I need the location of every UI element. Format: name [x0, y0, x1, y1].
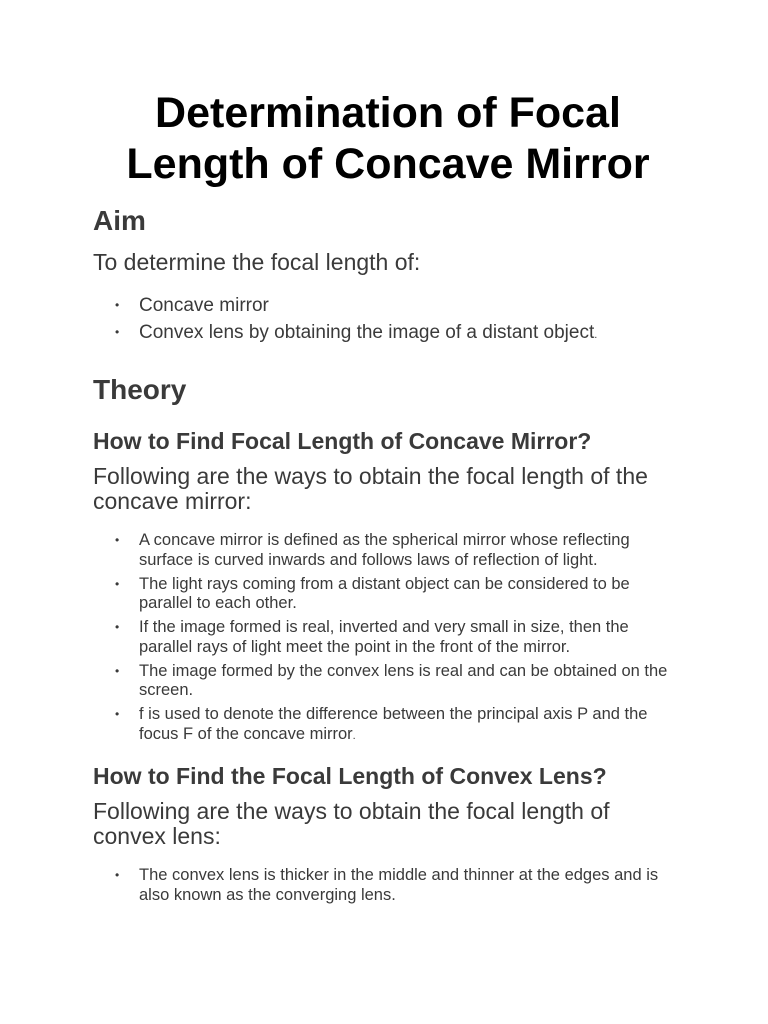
lens-section-heading: How to Find the Focal Length of Convex Lens?	[93, 763, 607, 789]
bullet-icon: •	[115, 663, 120, 678]
list-item-text: If the image formed is real, inverted and very small in size, then the parallel rays of light meet the point in the front of the mirror.	[139, 618, 629, 656]
document-title: Determination of Focal Length of Concave Mirror	[126, 89, 650, 188]
list-item	[93, 319, 683, 349]
trailing-dot: .	[352, 729, 356, 742]
mirror-list	[93, 531, 683, 746]
list-item	[93, 575, 683, 614]
bullet-icon: •	[115, 620, 120, 634]
list-item-text: A concave mirror is defined as the spherical mirror whose reflecting surface is curved inwards and follows laws of reflection of light.	[139, 531, 630, 569]
list-item-text: The light rays coming from a distant object can be considered to be parallel to each other.	[139, 574, 630, 612]
bullet-icon: •	[115, 576, 120, 591]
list-item	[93, 662, 683, 701]
mirror-intro: Following are the ways to obtain the focal length of the concave mirror:	[93, 463, 648, 514]
bullet-icon: •	[115, 868, 120, 882]
trailing-dot: .	[594, 329, 598, 341]
bullet-icon: •	[115, 298, 120, 312]
list-item	[93, 292, 683, 319]
aim-list	[93, 292, 683, 349]
bullet-icon: •	[115, 533, 120, 547]
lens-list	[93, 866, 683, 905]
bullet-icon: •	[115, 707, 120, 721]
list-item	[93, 866, 683, 905]
list-item	[93, 705, 683, 746]
theory-heading: Theory	[93, 374, 187, 405]
list-item-text: The image formed by the convex lens is real and can be obtained on the screen.	[139, 661, 668, 699]
list-item-text: Concave mirror	[139, 295, 269, 316]
bullet-icon: •	[115, 325, 120, 339]
list-item	[93, 531, 683, 570]
list-item-text: The convex lens is thicker in the middle and thinner at the edges and is also known as the converging lens.	[139, 866, 659, 904]
list-item-text: f is used to denote the difference between the principal axis P and the focus F of the concave mirror	[139, 705, 648, 743]
document-page	[93, 88, 683, 910]
list-item-text: Convex lens by obtaining the image of a distant object	[139, 322, 595, 343]
list-item	[93, 618, 683, 657]
mirror-section-heading: How to Find Focal Length of Concave Mirror?	[93, 428, 592, 454]
lens-intro: Following are the ways to obtain the focal length of convex lens:	[93, 798, 610, 849]
aim-heading: Aim	[93, 205, 146, 236]
aim-intro: To determine the focal length of:	[93, 249, 421, 275]
